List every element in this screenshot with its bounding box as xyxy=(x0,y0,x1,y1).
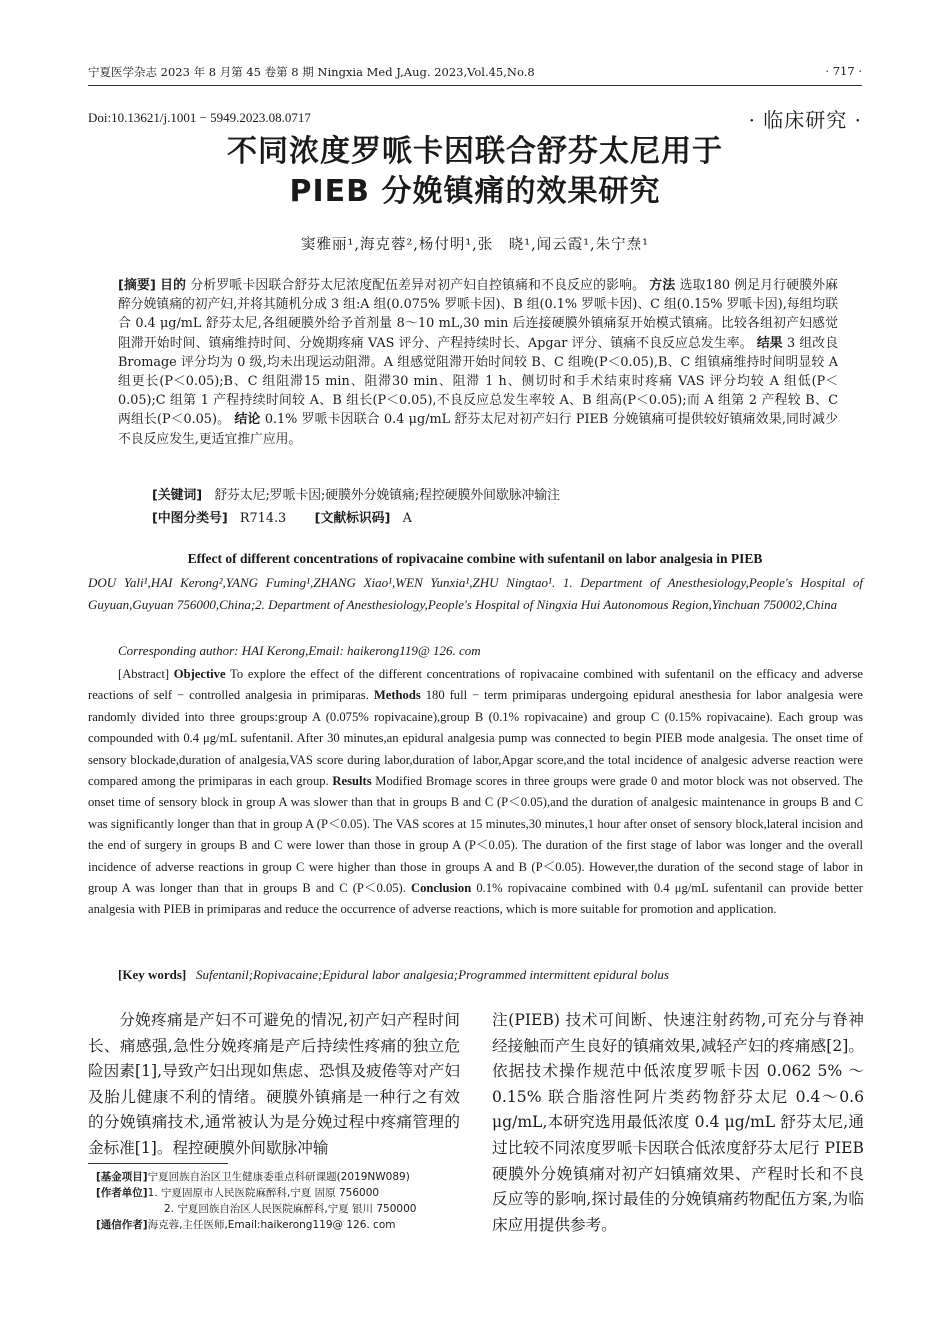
author-list: 窦雅丽¹,海克蓉²,杨付明¹,张 晓¹,闻云霞¹,朱宁焘¹ xyxy=(301,237,649,253)
article-title xyxy=(0,132,950,212)
en-conclusion-label: Conclusion xyxy=(411,881,472,896)
footnote-fund xyxy=(96,1170,410,1185)
english-keywords xyxy=(118,967,669,983)
methods-label: 方法 xyxy=(649,278,676,293)
corr-text: 海克蓉,主任医师,Email:haikerong119@ 126. com xyxy=(147,1219,396,1231)
results-label: 结果 xyxy=(756,335,783,351)
en-abstract-label: [Abstract] xyxy=(118,667,170,681)
en-results-text: Modified Bromage scores in three groups were grade 0 and motor block was not observed. The onset time of sensory block in group A was slower than that in groups B and C (P＜0.05),and the duration of analgesic maintenance in groups B and C was significantly longer than that in group A (P＜0.05). The VAS scores at 15 minutes,30 minutes,1 hour after onset of sensory block,lateral incision and the end of surgery in groups B and C were lower than those in group A (P＜0.05). The duration of the first stage of labor was longer and the overall incidence of adverse reactions in group C were higher than those in groups A and B (P＜0.05). However,the duration of the second stage of labor in group A was longer than that in groups B and C (P＜0.05). xyxy=(88,774,864,896)
chinese-abstract xyxy=(118,276,838,449)
doc-code-label: [文献标识码] xyxy=(314,511,391,526)
unit-label: [作者单位] xyxy=(96,1187,148,1199)
objective-text: 分析罗哌卡因联合舒芬太尼浓度配伍差异对初产妇自控镇痛和不良反应的影响。 xyxy=(190,278,646,293)
en-keywords-text: Sufentanil;Ropivacaine;Epidural labor analgesia;Programmed intermittent epidural bolus xyxy=(196,967,669,982)
header-rule xyxy=(88,85,862,86)
en-keywords-label: [Key words] xyxy=(118,967,187,982)
keywords-label: [关键词] xyxy=(152,488,203,503)
doi: Doi:10.13621/j.1001 − 5949.2023.08.0717 xyxy=(88,110,311,125)
fund-label: [基金项目] xyxy=(96,1171,148,1183)
keywords-text: 舒芬太尼;罗哌卡因;硬膜外分娩镇痛;程控硬膜外间歇脉冲输注 xyxy=(214,488,560,503)
doc-code: A xyxy=(402,511,412,526)
running-header xyxy=(88,64,862,84)
corr-label: [通信作者] xyxy=(96,1219,148,1231)
fund-text: 宁夏回族自治区卫生健康委重点科研课题(2019NW089) xyxy=(147,1171,410,1183)
footnote-corresponding xyxy=(96,1218,395,1233)
en-methods-label: Methods xyxy=(373,688,421,703)
footnote-unit-2: 2. 宁夏回族自治区人民医院麻醉科,宁夏 银川 750000 xyxy=(164,1203,417,1215)
methods-text: 选取180 例足月行硬膜外麻醉分娩镇痛的初产妇,并将其随机分成 3 组:A 组(0.075% 罗哌卡因)、B 组(0.1% 罗哌卡因)、C 组(0.15% 罗哌卡因),每组均联合 0.4 μg/mL 舒芬太尼,各组硬膜外给予首剂量 8～10 mL,30 min 后连接硬膜外镇痛泵开始模式镇痛。比较各组初产妇感觉阻滞开始时间、镇痛维持时间、分娩期疼痛 VAS 评分、产程持续时长、Apgar 评分、镇痛不良反应总发生率。 xyxy=(118,278,838,351)
english-abstract xyxy=(88,664,863,921)
chinese-keywords xyxy=(152,484,560,503)
title-line-1: 不同浓度罗哌卡因联合舒芬太尼用于 xyxy=(227,134,723,169)
title-line-2: PIEB 分娩镇痛的效果研究 xyxy=(289,174,661,209)
english-title: Effect of different concentrations of ropivacaine combine with sufentanil on labor analgesia in PIEB xyxy=(187,551,763,566)
classification-line xyxy=(152,507,412,526)
corresponding-author: Corresponding author: HAI Kerong,Email: haikerong119@ 126. com xyxy=(118,643,481,658)
clc-code: R714.3 xyxy=(239,511,287,526)
en-methods-text: 180 full − term primiparas undergoing epidural anesthesia for labor analgesia were randomly divided into three groups:group A (0.075% ropivacaine),group B (0.1% ropivacaine) and group C (0.15% ropivacaine). Each group was compounded with 0.4 μg/mL sufentanil. After 30 minutes,an epidural analgesia pump was connected to begin PIEB mode analgesia. The onset time of sensory blockade,duration of analgesia,VAS score during labor,duration of labor,Apgar score,and the total incidence of analgesic adverse reaction were compared among the primiparas in each group. xyxy=(88,688,864,789)
abstract-label: [摘要] xyxy=(118,278,156,293)
objective-label: 目的 xyxy=(160,278,187,293)
unit-text-1: 1. 宁夏固原市人民医院麻醉科,宁夏 固原 756000 xyxy=(147,1187,380,1199)
conclusion-label: 结论 xyxy=(234,412,261,428)
en-objective-text: To explore the effect of the different concentrations of ropivacaine combined with sufentanil on the efficacy and adverse reactions of self − controlled analgesia in primiparas. xyxy=(88,667,864,703)
en-objective-label: Objective xyxy=(173,667,226,681)
results-text: 3 组改良 Bromage 评分均为 0 级,均未出现运动阻滞。A 组感觉阻滞开始时间较 B、C 组晚(P＜0.05),B、C 组镇痛维持时间明显较 A 组更长(P＜0.05);B、C 组阻滞15 min、阻滞30 min、阻滞 1 h、侧切时和手术结束时疼痛 VAS 评分均较 A 组低(P＜0.05);C 组第 1 产程持续时间较 A、B 组长(P＜0.05),不良反应总发生率较 A、B 组高(P＜0.05);而 A 组第 2 产程较 B、C 两组长(P＜0.05)。 xyxy=(118,335,838,428)
en-conclusion-text: 0.1% ropivacaine combined with 0.4 μg/mL sufentanil can provide better analgesia with PIEB in primiparas and reduce the occurrence of adverse reactions, which is more suitable for promotion and application. xyxy=(88,881,863,917)
body-column-left: 分娩疼痛是产妇不可避免的情况,初产妇产程时间长、痛感强,急性分娩疼痛是产后持续性疼痛的独立危险因素[1],导致产妇出现如焦虑、恐惧及疲倦等对产妇及胎儿健康不利的情绪。硬膜外镇痛是一种行之有效的分娩镇痛技术,通常被认为是分娩过程中疼痛管理的金标准[1]。程控硬膜外间歇脉冲输 xyxy=(88,1011,460,1157)
journal-citation: 宁夏医学杂志 2023 年 8 月第 45 卷第 8 期 Ningxia Med J,Aug. 2023,Vol.45,No.8 xyxy=(88,65,535,79)
conclusion-text: 0.1% 罗哌卡因联合 0.4 μg/mL 舒芬太尼对初产妇行 PIEB 分娩镇痛可提供较好镇痛效果,同时减少不良反应发生,更适宜推广应用。 xyxy=(118,412,838,447)
section-label: · 临床研究 · xyxy=(748,108,862,132)
clc-label: [中图分类号] xyxy=(152,511,228,526)
footnote-unit xyxy=(96,1186,379,1201)
english-authors-affiliations: DOU Yali¹,HAI Kerong²,YANG Fuming¹,ZHANG Xiao¹,WEN Yunxia¹,ZHU Ningtao¹. 1. Department of Anesthesiology,People's Hospital of Guyuan,Guyuan 756000,China;2. Department of Anesthesiology,People's Hospital of Ningxia Hui Autonomous Region,Yinchuan 750002,China xyxy=(88,575,863,612)
footnote-rule xyxy=(88,1163,228,1164)
page-number: · 717 · xyxy=(825,64,862,78)
en-results-label: Results xyxy=(332,774,372,789)
body-column-right: 注(PIEB) 技术可间断、快速注射药物,可充分与脊神经接触而产生良好的镇痛效果,减轻产妇的疼痛感[2]。依据技术操作规范中低浓度罗哌卡因 0.062 5% ～0.15% 联合脂溶性阿片类药物舒芬太尼 0.4～0.6 μg/mL,本研究选用最低浓度 0.4 μg/mL 舒芬太尼,通过比较不同浓度罗哌卡因联合低浓度舒芬太尼行 PIEB 硬膜外分娩镇痛对初产妇镇痛效果、产程时长和不良反应等的影响,探讨最佳的分娩镇痛药物配伍方案,为临床应用提供参考。 xyxy=(492,1011,864,1234)
